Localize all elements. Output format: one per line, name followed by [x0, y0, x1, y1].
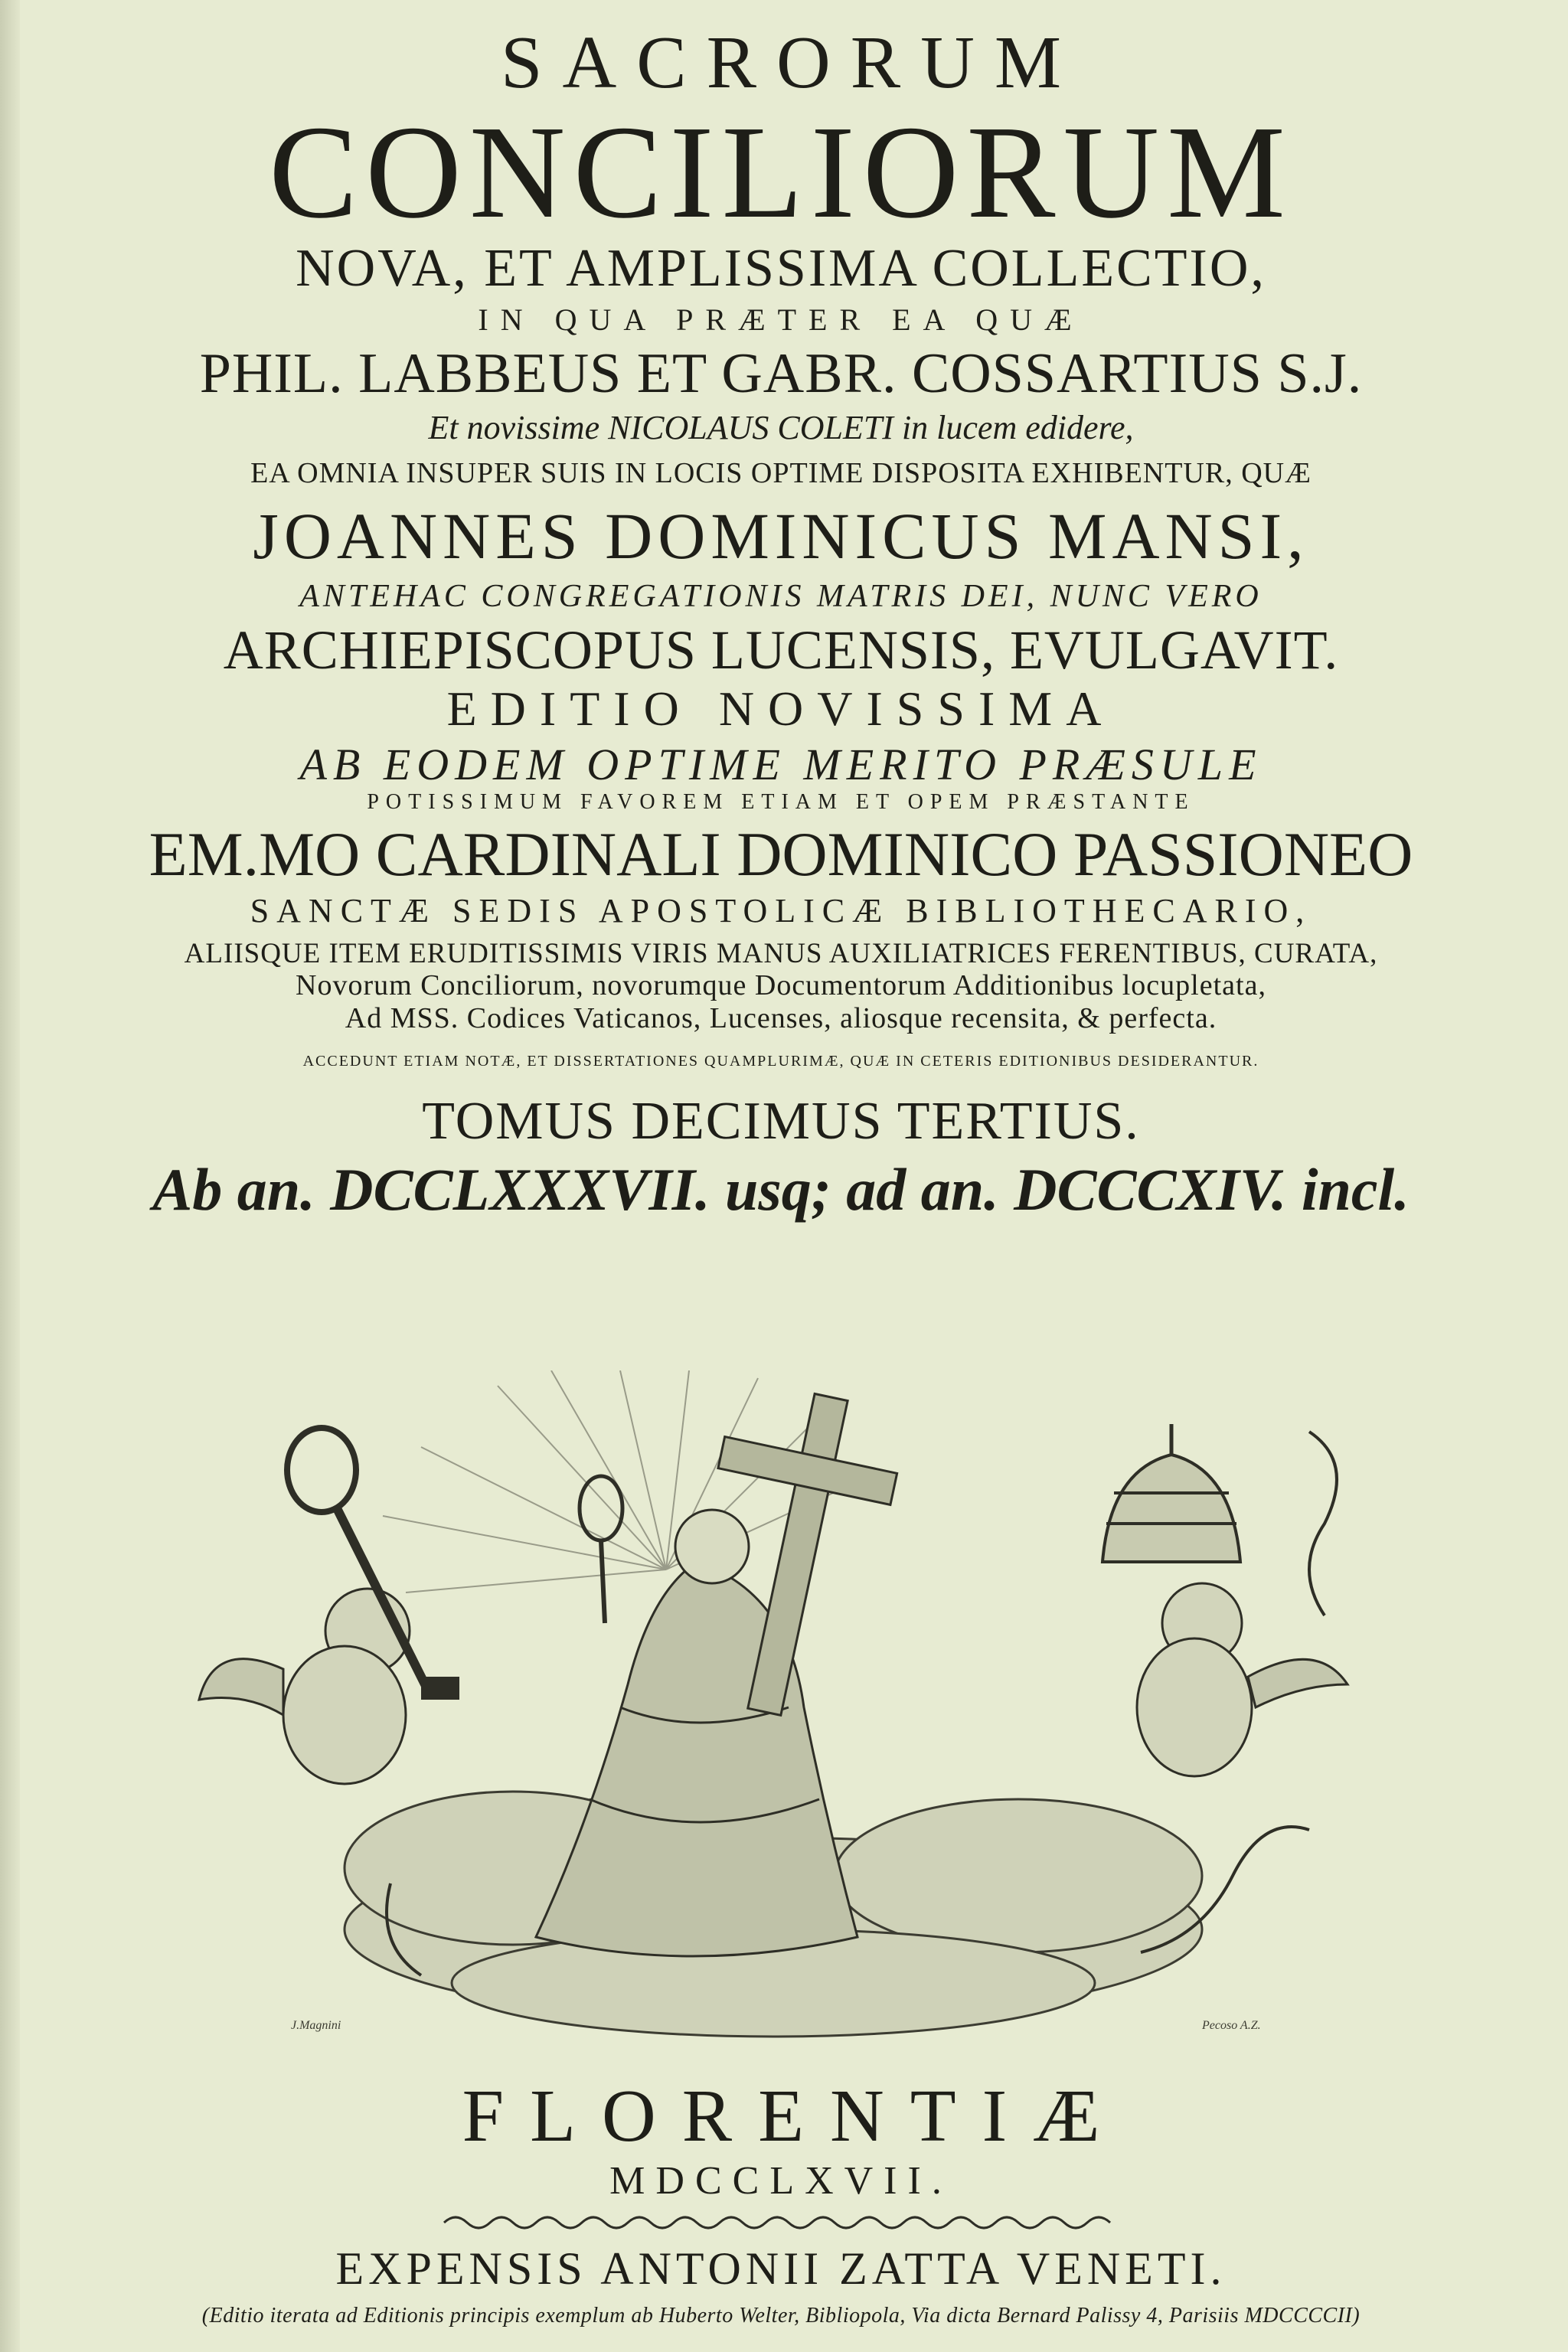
engraver-signature-left: J.Magnini [291, 2019, 341, 2032]
papal-tiara-icon [1102, 1424, 1240, 1562]
title-line-codices: Ad MSS. Codices Vaticanos, Lucenses, aliosque recensita, & perfecta. [345, 1001, 1217, 1034]
title-line-archiepiscopus: ARCHIEPISCOPUS LUCENSIS, EVULGAVIT. [223, 619, 1339, 681]
page-binding-edge [0, 0, 20, 2352]
title-line-aliisque: ALIISQUE ITEM ERUDITISSIMIS VIRIS MANUS AUXILIATRICES FERENTIBUS, CURATA, [184, 937, 1378, 969]
cherub-with-keys [199, 1589, 410, 1784]
engraver-signature-right: Pecoso A.Z. [1202, 2019, 1261, 2032]
title-line-editio: EDITIO NOVISSIMA [446, 681, 1116, 736]
imprint-publisher: EXPENSIS ANTONII ZATTA VENETI. [335, 2243, 1227, 2294]
volume-years: Ab an. DCCLXXXVII. usq; ad an. DCCCXIV. incl. [152, 1155, 1410, 1223]
imprint-block [46, 2075, 1516, 2328]
title-line-cardinali: EM.MO CARDINALI DOMINICO PASSIONEO [149, 818, 1413, 889]
title-line-in-qua: IN QUA PRÆTER EA QUÆ [478, 302, 1084, 338]
frontispiece-engraving [191, 1370, 1363, 2044]
ornamental-rule [436, 2211, 1125, 2234]
title-line-ab-eodem: AB EODEM OPTIME MERITO PRÆSULE [299, 740, 1263, 790]
allegorical-engraving-image [191, 1370, 1363, 2044]
title-line-labbeus: PHIL. LABBEUS ET GABR. COSSARTIUS S.J. [199, 341, 1363, 405]
title-line-nova-collectio: NOVA, ET AMPLISSIMA COLLECTIO, [296, 238, 1266, 298]
imprint-city: FLORENTIÆ [462, 2075, 1126, 2158]
title-line-coleti: Et novissime NICOLAUS COLETI in lucem edidere, [428, 408, 1134, 446]
title-line-accedunt: ACCEDUNT ETIAM NOTÆ, ET DISSERTATIONES QUAMPLURIMÆ, QUÆ IN CETERIS EDITIONIBUS DESIDERANTUR. [302, 1053, 1259, 1070]
reprint-note: (Editio iterata ad Editionis principis exemplum ab Huberto Welter, Bibliopola, Via dicta Bernard Palissy 4, Parisiis MDCCCCII) [201, 2304, 1361, 2328]
title-line-potissimum: POTISSIMUM FAVOREM ETIAM ET OPEM PRÆSTANTE [367, 790, 1195, 815]
title-line-novorum: Novorum Conciliorum, novorumque Documentorum Additionibus locupletata, [296, 969, 1266, 1002]
title-line-sacrorum: SACRORUM [500, 21, 1082, 104]
imprint-year: MDCCLXVII. [609, 2158, 952, 2203]
title-block [46, 21, 1516, 1223]
title-line-ea-omnia: EA OMNIA INSUPER SUIS IN LOCIS OPTIME DISPOSITA EXHIBENTUR, QUÆ [250, 457, 1312, 490]
title-line-sanctae-sedis: SANCTÆ SEDIS APOSTOLICÆ BIBLIOTHECARIO, [250, 892, 1312, 930]
title-line-antehac: ANTEHAC CONGREGATIONIS MATRIS DEI, NUNC VERO [299, 578, 1263, 614]
ornament-border-icon [436, 2211, 1125, 2234]
title-line-conciliorum: CONCILIORUM [269, 97, 1293, 246]
cherub-with-tiara [1137, 1583, 1348, 1776]
title-line-mansi: JOANNES DOMINICUS MANSI, [253, 498, 1309, 573]
volume-title: TOMUS DECIMUS TERTIUS. [422, 1091, 1140, 1151]
